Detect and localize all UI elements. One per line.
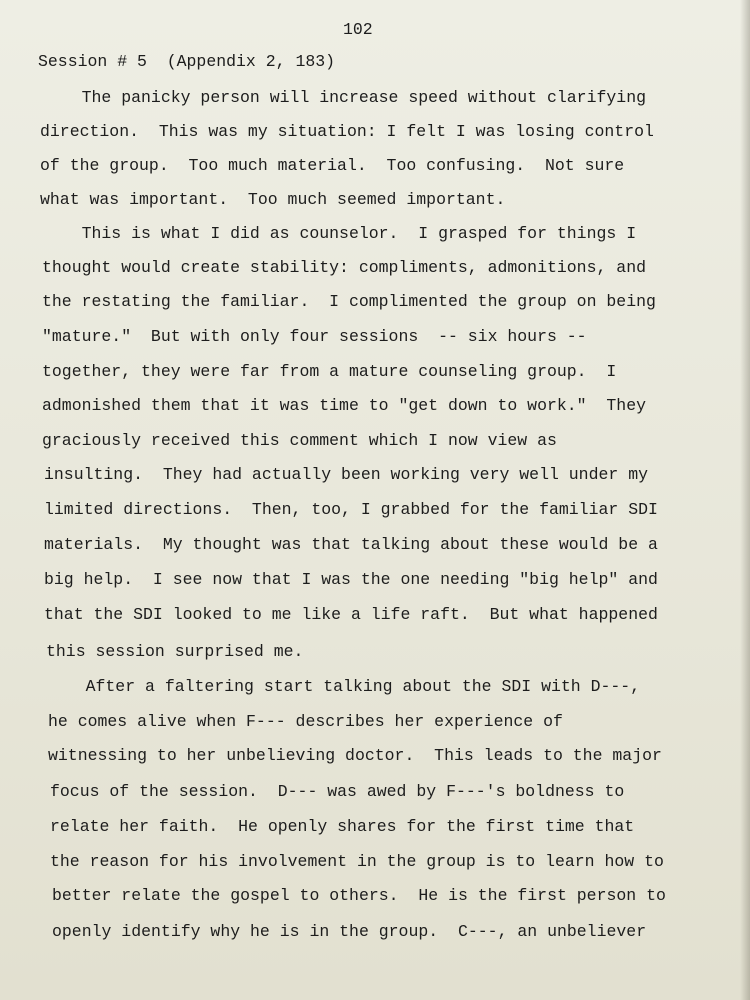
text-line: together, they were far from a mature counseling group. I [42,362,617,381]
text-line: what was important. Too much seemed important. [40,190,506,209]
text-line: the restating the familiar. I complimented the group on being [42,292,656,311]
page-number: 102 [343,20,373,39]
text-line: this session surprised me. [46,642,304,661]
text-line: that the SDI looked to me like a life raft. But what happened [44,605,658,624]
text-line: witnessing to her unbelieving doctor. This leads to the major [48,746,662,765]
text-line: better relate the gospel to others. He is the first person to [52,886,666,905]
text-line: direction. This was my situation: I felt I was losing control [40,122,654,141]
page-edge-shadow [740,0,750,1000]
text-line: The panicky person will increase speed without clarifying [42,88,646,107]
text-line: relate her faith. He openly shares for the first time that [50,817,635,836]
text-line: big help. I see now that I was the one needing "big help" and [44,570,658,589]
text-line: he comes alive when F--- describes her experience of [48,712,563,731]
text-line: openly identify why he is in the group. C---, an unbeliever [52,922,647,941]
text-line: "mature." But with only four sessions -- six hours -- [42,327,587,346]
text-line: focus of the session. D--- was awed by F---'s boldness to [50,782,625,801]
text-line: graciously received this comment which I now view as [42,431,557,450]
session-heading: Session # 5 (Appendix 2, 183) [38,52,336,71]
text-line: This is what I did as counselor. I grasped for things I [42,224,637,243]
text-line: admonished them that it was time to "get down to work." They [42,396,646,415]
text-line: of the group. Too much material. Too confusing. Not sure [40,156,625,175]
text-line: limited directions. Then, too, I grabbed for the familiar SDI [44,500,658,519]
text-line: After a faltering start talking about the SDI with D---, [46,677,641,696]
text-line: insulting. They had actually been working very well under my [44,465,648,484]
text-line: materials. My thought was that talking about these would be a [44,535,658,554]
text-line: the reason for his involvement in the group is to learn how to [50,852,664,871]
text-line: thought would create stability: compliments, admonitions, and [42,258,646,277]
